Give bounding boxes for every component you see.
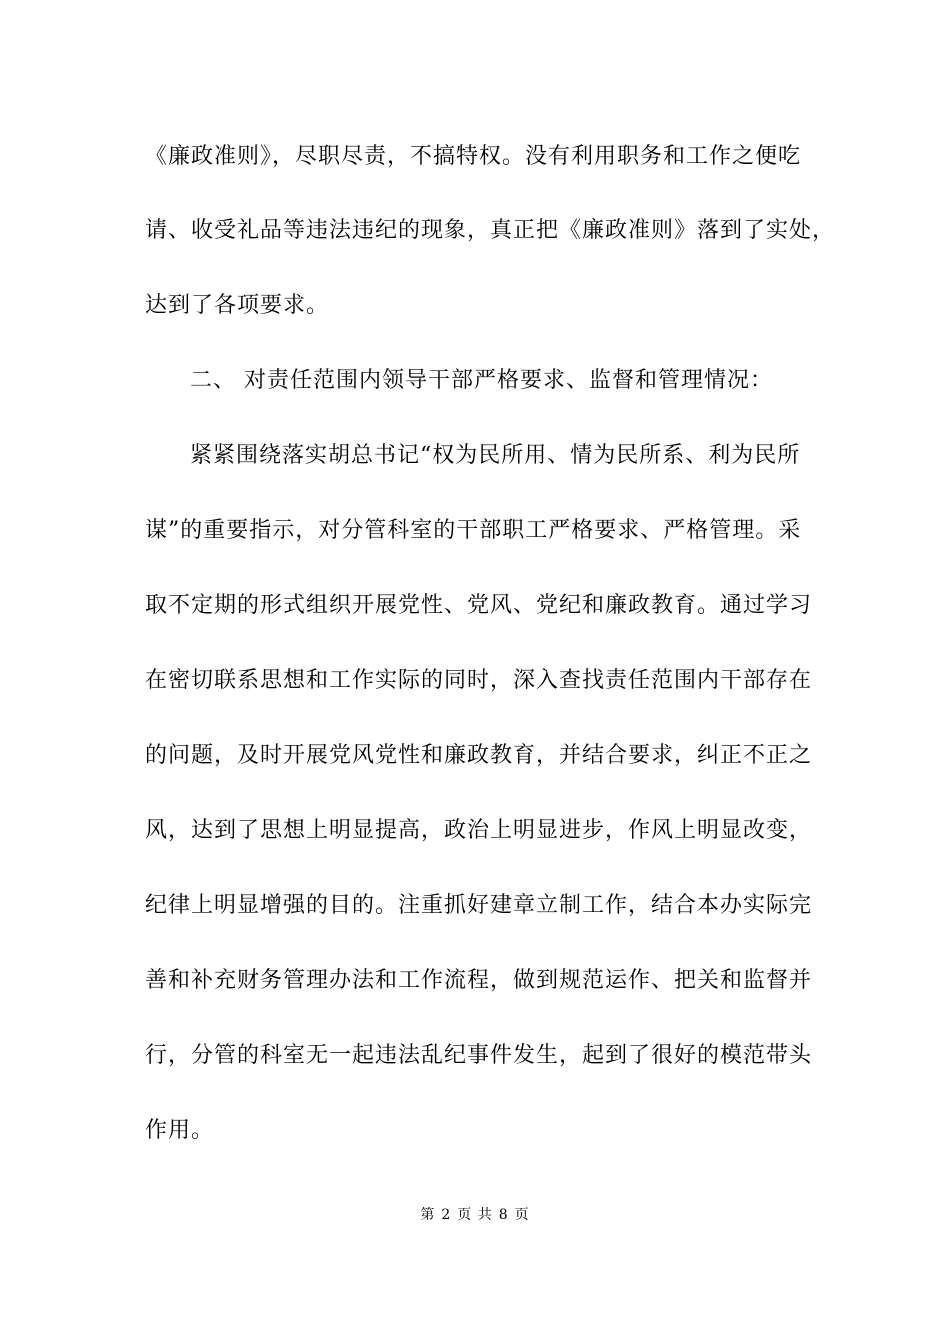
paragraph-line: 纪律上明显增强的目的。注重抓好建章立制工作，结合本办实际完 — [145, 893, 813, 918]
section-heading — [190, 366, 773, 396]
page-footer — [0, 1205, 950, 1225]
footer-middle: 页 共 — [457, 1207, 493, 1223]
paragraph-line: 风，达到了思想上明显提高，政治上明显进步，作风上明显改变， — [145, 818, 813, 843]
footer-prefix: 第 — [420, 1207, 436, 1223]
paragraph-line: 谋”的重要指示，对分管科室的干部职工严格要求、严格管理。采 — [145, 518, 802, 543]
paragraph-line: 的问题，及时开展党风党性和廉政教育，并结合要求，纠正不正之 — [145, 743, 813, 768]
section-title: 对责任范围内领导干部严格要求、监督和管理情况： — [244, 368, 774, 393]
paragraph-line: 《廉政准则》，尽职尽责，不搞特权。没有利用职务和工作之便吃 — [145, 144, 802, 169]
paragraph-line: 行，分管的科室无一起违法乱纪事件发生，起到了很好的模范带头 — [145, 1043, 813, 1068]
paragraph-line: 请、收受礼品等违法违纪的现象，真正把《廉政准则》落到了实处， — [145, 218, 836, 243]
paragraph-line: 作用。 — [145, 1118, 215, 1143]
paragraph-line: 善和补充财务管理办法和工作流程，做到规范运作、把关和监督并 — [145, 968, 813, 993]
section-number: 二、 — [190, 368, 237, 393]
paragraph-line: 紧紧围绕落实胡总书记“权为民所用、情为民所系、利为民所 — [190, 443, 801, 468]
footer-page-number: 2 — [441, 1207, 452, 1223]
paragraph-line: 取不定期的形式组织开展党性、党风、党纪和廉政教育。通过学习 — [145, 593, 813, 618]
paragraph-line: 达到了各项要求。 — [145, 293, 330, 318]
paragraph-line: 在密切联系思想和工作实际的同时，深入查找责任范围内干部存在 — [145, 668, 813, 693]
footer-total-pages: 8 — [498, 1207, 509, 1223]
footer-suffix: 页 — [514, 1207, 530, 1223]
